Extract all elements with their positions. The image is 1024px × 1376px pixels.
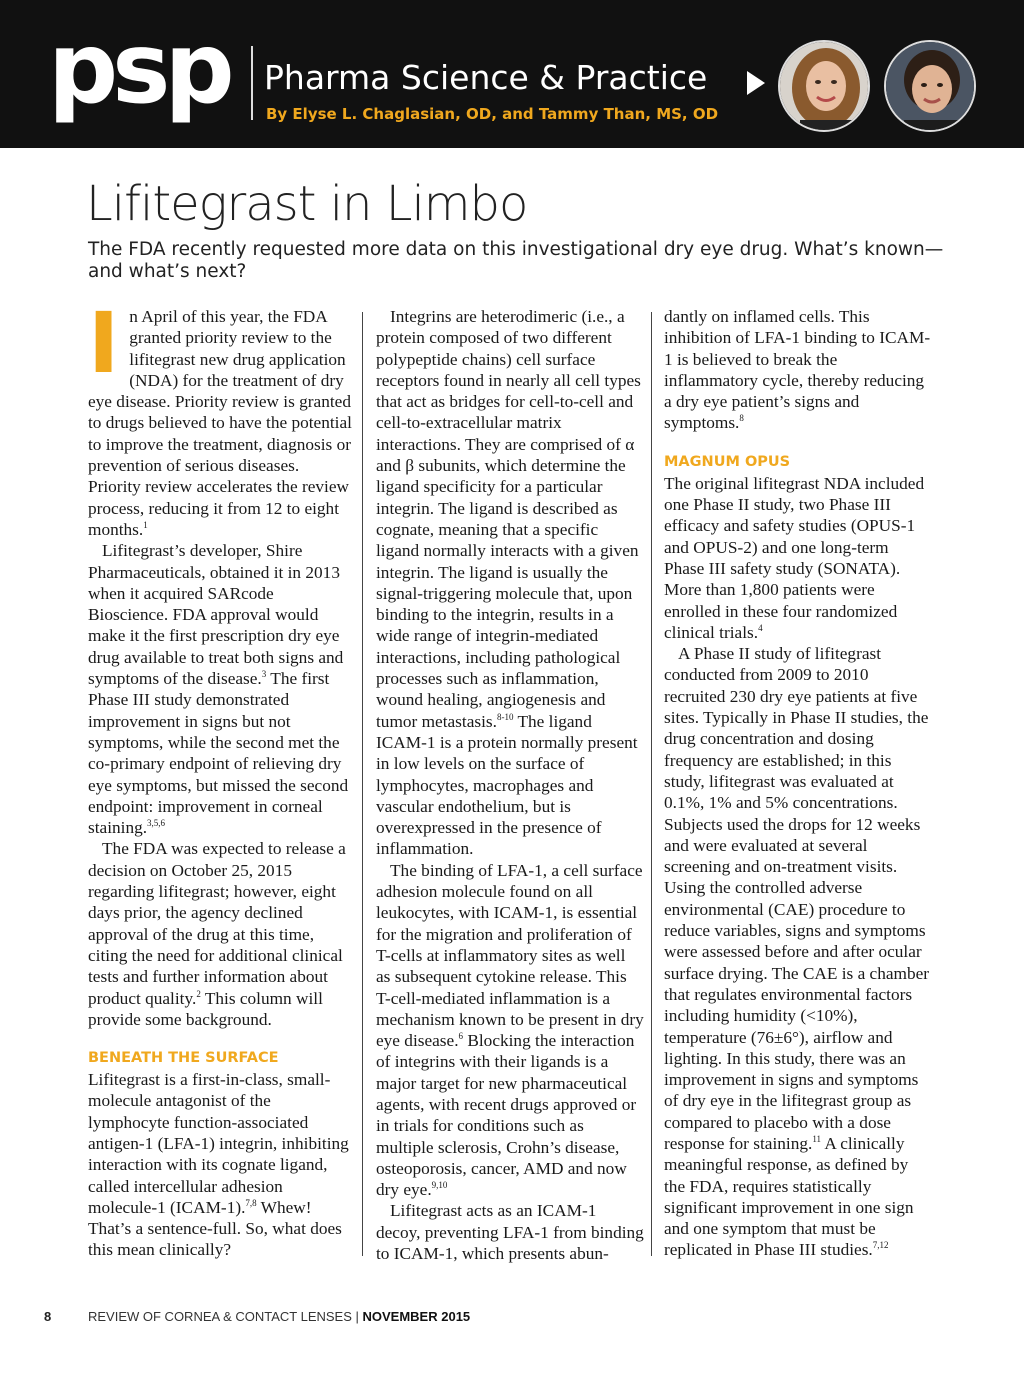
- issue-date: NOVEMBER 2015: [362, 1309, 471, 1324]
- header-banner: [0, 0, 1024, 148]
- paragraph-text: Whew! That’s a sentence-full. So, what does this mean clinically?: [88, 1197, 342, 1260]
- author-photo-than: [884, 40, 976, 132]
- play-arrow-icon: [747, 71, 765, 95]
- article-column-1: [88, 294, 356, 1261]
- article-deck: The FDA recently requested more data on this investigational dry eye drug. What’s known—and what’s next?: [88, 239, 944, 282]
- reference-marker: 3,5,6: [147, 818, 166, 829]
- paragraph-text: Blocking the interaction of integrins with their ligands is a major target for new pharmaceutical agents, with recent drugs approved or in trials for conditions such as multiple sclerosis, Crohn’s disease, osteoporosis, cancer, AMD and now dry eye.: [376, 1031, 637, 1200]
- paragraph: [376, 860, 644, 1201]
- paragraph-text: A Phase II study of lifitegrast conducted from 2009 to 2010 recruited 230 dry eye patients at five sites. Typically in Phase II studies, the drug concentration and dosing frequency are established; in this study, lifitegrast was evaluated at 0.1%, 1% and 5% concentrations. Subjects used the drops for 12 weeks and were evaluated at several screening and on-treatment visits. Using the controlled adverse environmental (CAE) procedure to reduce variables, signs and symptoms were assessed before and after ocular surface drying. The CAE is a chamber that regulates environmental factors including humidity (<10%), temperature (76±6°), airflow and lighting. In this study, there was an improvement in signs and symptoms of dry eye in the lifitegrast group as compared to placebo with a dose response for staining.: [664, 644, 930, 1153]
- paragraph: [88, 294, 356, 540]
- paragraph-text: The first Phase III study demonstrated improvement in signs but not symptoms, while the second met the co-primary endpoint of relieving dry eye symptoms, but missed the second endpoint: improvement in corneal staining.: [88, 669, 349, 838]
- paragraph-text: The original lifitegrast NDA included one Phase II study, two Phase III efficacy and safety studies (OPUS-1 and OPUS-2) and one long-term Phase III safety study (SONATA). More than 1,800 patients were enrolled in these four randomized clinical trials.: [664, 473, 925, 642]
- paragraph-text: A clinically meaningful response, as defined by the FDA, requires statistically significant improvement in one sign and one symptom that must be replicated in Phase III studies.: [664, 1133, 914, 1260]
- reference-marker: 1: [143, 520, 148, 531]
- article-column-2: [376, 306, 644, 1264]
- psp-logo: psp: [48, 12, 229, 126]
- reference-marker: 6: [458, 1031, 464, 1042]
- column-divider: [362, 312, 363, 1256]
- paragraph-text: n April of this year, the FDA granted priority review to the lifitegrast new drug application (NDA) for the treatment of dry eye disease. Priority review is granted to drugs believed to have the potential to improve the treatment, diagnosis or prevention of serious diseases. Priority review accelerates the review process, reducing it from 12 to eight months.: [88, 307, 352, 539]
- paragraph-text: The ligand ICAM-1 is a protein normally present in low levels on the surface of lymphocytes, macrophages and vascular endothelium, but is overexpressed in the presence of inflammation.: [376, 711, 638, 859]
- paragraph: [664, 306, 932, 434]
- paragraph: [664, 473, 932, 643]
- paragraph: [88, 838, 356, 1030]
- reference-marker: 8: [739, 413, 744, 424]
- reference-marker: 2: [196, 988, 201, 999]
- paragraph: [376, 1200, 644, 1264]
- reference-marker: 7,12: [872, 1240, 889, 1251]
- author-byline: By Elyse L. Chaglasian, OD, and Tammy Than, MS, OD: [266, 105, 719, 123]
- paragraph: [664, 643, 932, 1261]
- publication-footer: [88, 1309, 470, 1324]
- paragraph: [88, 540, 356, 838]
- section-heading: MAGNUM OPUS: [664, 453, 791, 470]
- banner-divider: [251, 46, 253, 120]
- reference-marker: 7,8: [245, 1198, 257, 1209]
- column-divider: [651, 312, 652, 1256]
- reference-marker: 9,10: [431, 1180, 448, 1191]
- reference-marker: 4: [758, 623, 763, 634]
- author-photo-chaglasian: [778, 40, 870, 132]
- paragraph-text: The FDA was expected to release a decision on October 25, 2015 regarding lifitegrast; however, eight days prior, the agency declined approval of the drug at this time, citing the need for additional clinical tests and further information about product quality.: [88, 839, 346, 1008]
- paragraph-text: Lifitegrast is a first-in-class, small-molecule antagonist of the lymphocyte function-associated antigen-1 (LFA-1) integrin, inhibiting interaction with its cognate ligand, called intercellular adhesion molecule-1 (ICAM-1).: [88, 1070, 349, 1217]
- paragraph-text: Lifitegrast’s developer, Shire Pharmaceuticals, obtained it in 2013 when it acquired SARcode Bioscience. FDA approval would make it the first prescription dry eye drug available to treat both signs and symptoms of the disease.: [88, 541, 344, 689]
- paragraph-text: dantly on inflamed cells. This inhibition of LFA-1 binding to ICAM-1 is believed to break the inflammatory cycle, thereby reducing a dry eye patient’s signs and symptoms.: [664, 307, 931, 433]
- reference-marker: 8-10: [496, 711, 514, 722]
- article-column-3: [664, 306, 932, 1261]
- paragraph-text: This column will provide some background.: [88, 988, 323, 1029]
- paragraph: [88, 1069, 356, 1261]
- paragraph: [376, 306, 644, 860]
- drop-cap: I: [88, 294, 120, 392]
- column-title: Pharma Science & Practice: [264, 58, 708, 97]
- reference-marker: 3: [261, 669, 267, 680]
- paragraph-text: Lifitegrast acts as an ICAM-1 decoy, preventing LFA-1 from binding to ICAM-1, which presents abun-: [376, 1201, 644, 1264]
- paragraph-text: The binding of LFA-1, a cell surface adhesion molecule found on all leukocytes, with ICAM-1, is essential for the migration and proliferation of T-cells at inflammatory sites as well as subsequent cytokine release. This T-cell-mediated inflammation is a mechanism known to be present in dry eye disease.: [376, 860, 644, 1051]
- article-title: Lifitegrast in Limbo: [86, 176, 528, 232]
- reference-marker: 11: [812, 1134, 821, 1145]
- publication-name: REVIEW OF CORNEA & CONTACT LENSES |: [88, 1309, 363, 1324]
- section-heading: BENEATH THE SURFACE: [88, 1050, 279, 1067]
- page-number: 8: [44, 1309, 52, 1324]
- paragraph-text: Integrins are heterodimeric (i.e., a protein composed of two different polypeptide chains) cell surface receptors found in nearly all cell types that act as bridges for cell-to-cell and cell-to-extracellular matrix interactions. They are comprised of α and β subunits, which determine the ligand specificity for a particular integrin. The ligand is described as cognate, meaning that a specific ligand normally interacts with a given integrin. The ligand is usually the signal-triggering molecule that, upon binding to the integrin, results in a wide range of integrin-mediated interactions, including pathological processes such as inflammation, wound healing, angiogenesis and tumor metastasis.: [376, 307, 641, 731]
